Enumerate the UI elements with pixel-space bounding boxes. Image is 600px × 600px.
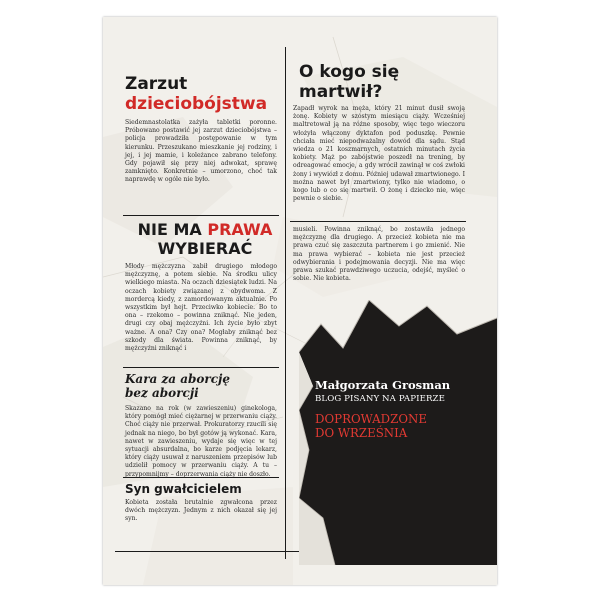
article-body: Siedemnastolatka zażyła tabletki poronne. Próbowano postawić jej zarzut dzieciobójstwa – policja prowadziła postępowanie w tym kierunku. Przeszukano mieszkanie jej rodziny, i jej, i jej mamie, i koleżance zabrano telefony. Gdy pojawił się przy niej adwokat, sprawę zamknięto. Konkretnie – umorzono, choć tak naprawdę w ogóle nie było.: [125, 119, 277, 184]
blog-label: BLOG PISANY NA PAPIERZE: [315, 394, 445, 404]
headline-line: [125, 220, 285, 239]
article-body-continued: musieli. Powinna zniknąć, bo zostawiła jednego mężczyznę dla drugiego. A przecież kobieta nie ma prawa czuć się zaszczuta partnerem i go zmienić. Nie ma prawa wybierać – kobieta nie jest przecież odwybierania i podejmowania decyzji. Nie ma więc prawa szukać prawdziwego uczucia, odejść, myśleć o sobie. Nie kobieta.: [293, 226, 465, 283]
article-body: Zapadł wyrok na męża, który 21 minut dusił swoją żonę. Kobiety w szóstym miesiącu ciąży. Wcześniej maltretował ją na różne sposoby, więc tego wieczoru włożyła włączony dyktafon pod poduszkę. Pewnie chciała mieć niepodważalny dowód dla sądu. Stąd wiedza o 21 koszmarnych, ostatnich minutach życia kobiety. Mąż po zabójstwie poszedł na trening, by odreagować emocje, a gdy wrócił zawinął w coś zwłoki żony i wywiózł z domu. Później udawał zmartwionego. I można nawet był zmartwiony, tylko nie wiadomo, o kogo lub o co się martwił. O żonę i dziecko nie, więc pewnie o siebie.: [293, 105, 465, 203]
article-body: Młody mężczyzna zabił drugiego młodego mężczyznę, a potem siebie. Na środku ulicy wielkiego miasta. Na oczach dziesiątek ludzi. Na oczach kobiety związanej z obydwoma. Z mordercą kiedy, z zamordowanym aktualnie. Po wszystkim był hejt. Przeciwko kobiecie. Bo to ona – rzekomo – powinna zniknąć. Nie jeden, drugi czy obaj mężczyźni. Ich życie było zbyt ważne. A ona? Czy ona? Mogłaby zniknąć bez szkody dla świata. Powinna zniknąć, by mężczyźni zniknąć i: [125, 263, 277, 353]
section-divider: [290, 221, 466, 222]
headline-syn: Syn gwałcicielem: [125, 482, 242, 496]
headline-line: dzieciobójstwa: [125, 94, 268, 114]
headline-line: Kara za aborcję: [125, 372, 231, 386]
headline-part: NIE MA: [137, 220, 208, 239]
headline-line: WYBIERAĆ: [157, 239, 253, 258]
tagline: [315, 413, 495, 440]
headline-line: bez aborcji: [125, 386, 199, 400]
headline-line: martwił?: [299, 82, 383, 102]
headline-line: Zarzut: [125, 74, 188, 94]
article-body: Skazano na rok (w zawieszeniu) ginekologa, który pomógł mieć ciężarnej w przerwaniu ciąży. Choć ciąży nie przerwał. Prokuratorzy rzucili się jednak na niego, bo był gotów ją wykonać. Kara, nawet w zawieszeniu, wydaje się więc w tej sytuacji absurdalna, bo karze podjęcia lekarz, który ciąży usuwał z naruszeniem przepisów lub udzielił pomocy w przerwaniu ciąży. A tu – przypomnijmy – doprzerwania ciąży nie doszło.: [125, 405, 277, 478]
article-body: Kobieta została brutalnie zgwałcona przez dwóch mężczyzn. Jednym z nich okazał się jej syn.: [125, 499, 277, 523]
headline-nie-ma-prawa: [125, 220, 285, 258]
headline-line: O kogo się: [299, 62, 400, 82]
headline-kara: [125, 372, 285, 400]
author-name: Małgorzata Grosman: [315, 378, 451, 392]
headline-o-kogo: [299, 62, 469, 102]
tagline-line: DOPROWADZONE: [315, 412, 427, 426]
section-divider: [123, 367, 279, 368]
magazine-page: [103, 17, 497, 585]
headline-accent: PRAWA: [207, 220, 273, 239]
tagline-line: DO WRZEŚNIA: [315, 425, 408, 440]
section-divider: [123, 215, 279, 216]
headline-zarzut: [125, 74, 285, 114]
column-divider: [285, 47, 286, 559]
